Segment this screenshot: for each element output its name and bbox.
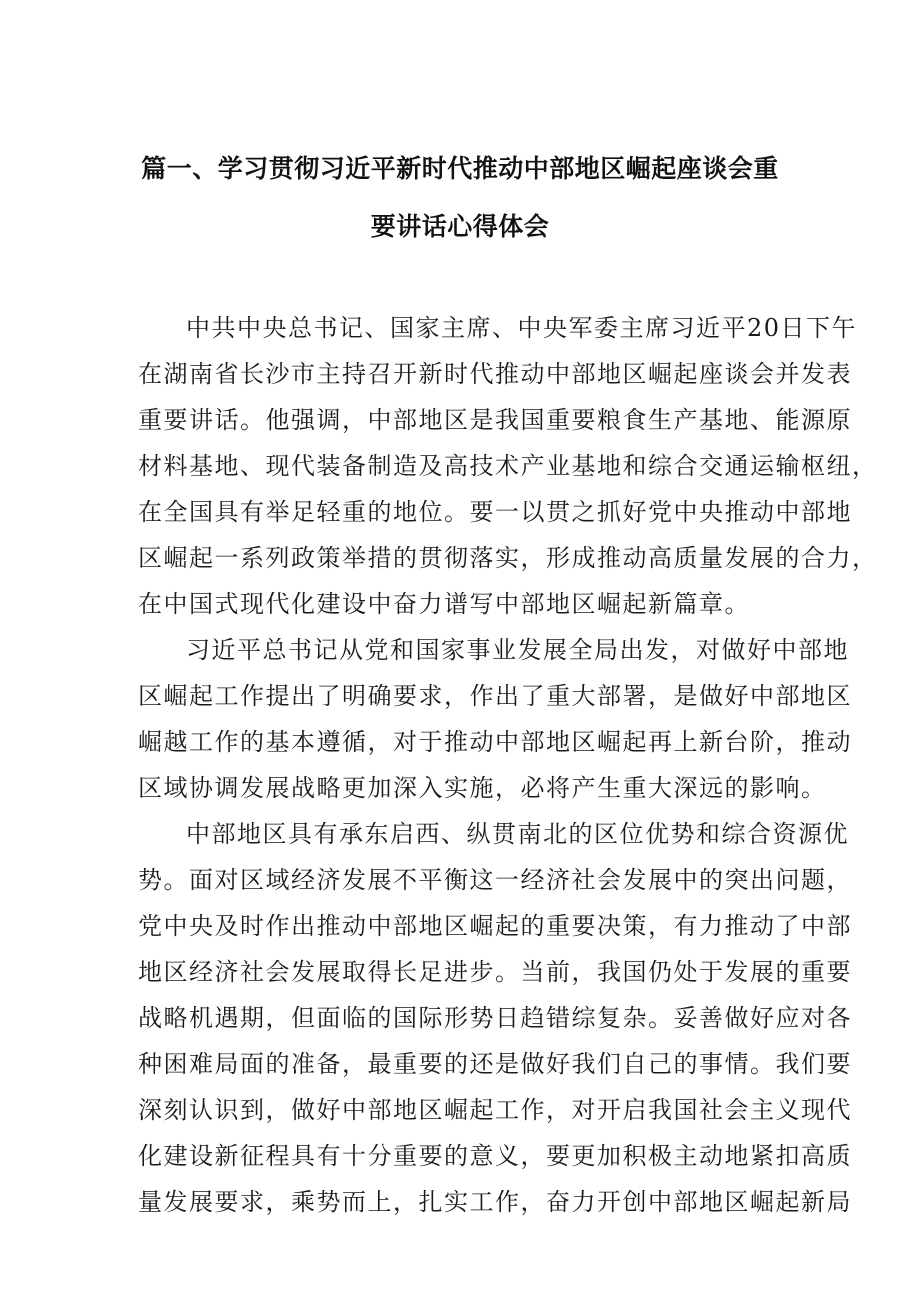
text-line: 材料基地、现代装备制造及高技术产业基地和综合交通运输枢纽， [138, 452, 878, 480]
text-line: 地区经济社会发展取得长足进步。当前，我国仍处于发展的重要 [138, 958, 852, 986]
text-line: 崛越工作的基本遵循，对于推动中部地区崛起再上新台阶，推动 [138, 728, 852, 756]
document-body [138, 305, 878, 1225]
text-line: 习近平总书记从党和国家事业发展全局出发，对做好中部地 [186, 636, 849, 664]
text-line: 在中国式现代化建设中奋力谱写中部地区崛起新篇章。 [138, 590, 750, 618]
text-line: 区域协调发展战略更加深入实施，必将产生重大深远的影响。 [138, 774, 827, 802]
text-line: 量发展要求，乘势而上，扎实工作，奋力开创中部地区崛起新局 [138, 1188, 852, 1216]
text-line: 种困难局面的准备，最重要的还是做好我们自己的事情。我们要 [138, 1050, 852, 1078]
text-line: 党中央及时作出推动中部地区崛起的重要决策，有力推动了中部 [138, 912, 852, 940]
text-line: 战略机遇期，但面临的国际形势日趋错综复杂。妥善做好应对各 [138, 1004, 852, 1032]
text-line: 在湖南省长沙市主持召开新时代推动中部地区崛起座谈会并发表 [138, 360, 852, 388]
text-line: 重要讲话。他强调，中部地区是我国重要粮食生产基地、能源原 [138, 406, 852, 434]
text-line: 势。面对区域经济发展不平衡这一经济社会发展中的突出问题， [138, 866, 852, 894]
text-line: 中共中央总书记、国家主席、中央军委主席习近平20日下午 [186, 314, 858, 342]
text-line: 在全国具有举足轻重的地位。要一以贯之抓好党中央推动中部地 [138, 498, 852, 526]
text-line: 区崛起工作提出了明确要求，作出了重大部署，是做好中部地区 [138, 682, 852, 710]
paragraph-2 [138, 627, 852, 811]
text-line: 化建设新征程具有十分重要的意义，要更加积极主动地紧扣高质 [138, 1142, 852, 1170]
document-title [140, 140, 780, 256]
text-line: 中部地区具有承东启西、纵贯南北的区位优势和综合资源优 [186, 820, 849, 848]
text-line: 区崛起一系列政策举措的贯彻落实，形成推动高质量发展的合力， [138, 544, 878, 572]
paragraph-3 [138, 811, 852, 1225]
text-line: 深刻认识到，做好中部地区崛起工作，对开启我国社会主义现代 [138, 1096, 852, 1124]
title-line-2: 要讲话心得体会 [370, 212, 550, 241]
paragraph-1 [138, 305, 878, 627]
title-line-1: 篇一、学习贯彻习近平新时代推动中部地区崛起座谈会重 [141, 154, 779, 183]
